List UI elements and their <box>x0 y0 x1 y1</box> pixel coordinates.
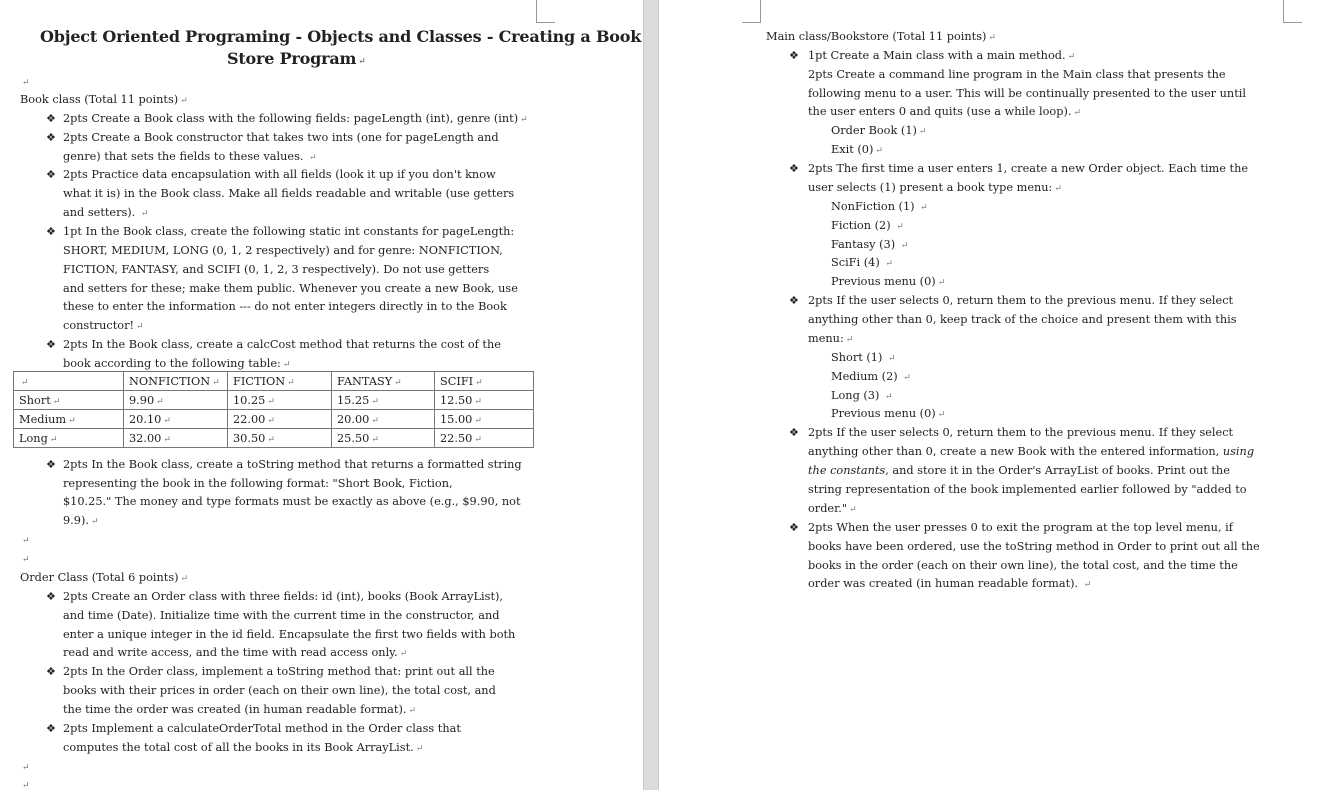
table-cell: 30.50 ↵ <box>228 429 332 448</box>
paragraph-mark-icon: ↵ <box>408 706 416 716</box>
page-gap <box>643 0 659 790</box>
table-header-row <box>14 372 534 391</box>
paragraph-mark-icon: ↵ <box>49 434 58 445</box>
table-header-cell: SCIFI ↵ <box>435 372 534 391</box>
paragraph-mark-icon: ↵ <box>920 203 928 213</box>
paragraph-mark-icon: ↵ <box>1067 52 1076 62</box>
book-bullet-1: 2pts Create a Book class with the following fields: pageLength (int), genre (int) ↵ <box>63 112 528 125</box>
paragraph-mark-icon: ↵ <box>21 377 29 388</box>
paragraph-mark-icon: ↵ <box>885 259 893 269</box>
paragraph-mark-icon: ↵ <box>156 396 164 407</box>
table-cell: 25.50 ↵ <box>332 429 435 448</box>
bullet-icon: ❖ <box>46 665 56 678</box>
paragraph-mark-icon: ↵ <box>358 57 366 67</box>
paragraph-mark-icon: ↵ <box>180 96 188 106</box>
table-row-label: Medium ↵ <box>14 410 124 429</box>
main-bullet-4-line2: anything other than 0, create a new Book with the entered information, using <box>808 445 1255 458</box>
order-bullet-1-line1: 2pts Create an Order class with three fields: id (int), books (Book ArrayList), <box>63 590 503 603</box>
table-cell: 20.10 ↵ <box>124 410 228 429</box>
menu-item-previous: Previous menu (0) ↵ <box>831 275 946 288</box>
book-class-heading: Book class (Total 11 points) ↵ <box>20 93 188 106</box>
paragraph-mark-icon: ↵ <box>399 649 408 659</box>
paragraph-mark-icon: ↵ <box>212 377 220 388</box>
cost-table <box>13 371 534 448</box>
main-bullet-1-line1: 1pt Create a Main class with a main method. ↵ <box>808 49 1076 62</box>
table-cell: 12.50 ↵ <box>435 391 534 410</box>
table-cell: 22.50 ↵ <box>435 429 534 448</box>
main-bullet-5-line1: 2pts When the user presses 0 to exit the program at the top level menu, if <box>808 521 1233 534</box>
paragraph-mark-icon: ↵ <box>903 373 911 383</box>
paragraph-mark-icon: ↵ <box>900 241 909 251</box>
table-header-cell: NONFICTION ↵ <box>124 372 228 391</box>
order-bullet-1-line4: read and write access, and the time with read access only. ↵ <box>63 646 408 659</box>
main-bullet-4-line3: the constants, and store it in the Order's ArrayList of books. Print out the <box>808 464 1230 477</box>
menu-item-short: Short (1) ↵ <box>831 351 896 364</box>
paragraph-mark-icon: ↵ <box>371 415 379 426</box>
paragraph-mark-icon: ↵ <box>475 377 483 388</box>
main-bullet-1-line4: the user enters 0 and quits (use a while loop). ↵ <box>808 105 1081 118</box>
main-bullet-3-line3: menu: ↵ <box>808 332 854 345</box>
table-header-cell: FICTION ↵ <box>228 372 332 391</box>
menu-item-medium: Medium (2) ↵ <box>831 370 911 383</box>
paragraph-mark-icon: ↵ <box>1083 580 1092 590</box>
paragraph-mark-icon: ↵ <box>136 322 144 332</box>
bullet-icon: ❖ <box>789 162 799 175</box>
menu-item-scifi: SciFi (4) ↵ <box>831 256 893 269</box>
order-bullet-3-line1: 2pts Implement a calculateOrderTotal method in the Order class that <box>63 722 461 735</box>
paragraph-mark-icon: ↵ <box>1073 108 1081 118</box>
book-bullet-5-line1: 2pts In the Book class, create a calcCost method that returns the cost of the <box>63 338 501 351</box>
book-bullet-6-line3: $10.25." The money and type formats must be exactly as above (e.g., $9.90, not <box>63 495 521 508</box>
main-bullet-1-line3: following menu to a user. This will be continually presented to the user until <box>808 87 1246 100</box>
table-cell: 20.00 ↵ <box>332 410 435 429</box>
table-corner-cell <box>14 372 124 391</box>
table-cell: 15.00 ↵ <box>435 410 534 429</box>
paragraph-mark-icon: ↵ <box>371 396 379 407</box>
order-bullet-1-line3: enter a unique integer in the id field. Encapsulate the first two fields with both <box>63 628 516 641</box>
book-bullet-4-line2: SHORT, MEDIUM, LONG (0, 1, 2 respectively) and for genre: NONFICTION, <box>63 244 503 257</box>
document-title: Object Oriented Programing - Objects and Classes - Creating a Book <box>40 27 642 46</box>
table-cell: 22.00 ↵ <box>228 410 332 429</box>
table-cell: 15.25 ↵ <box>332 391 435 410</box>
paragraph-mark-icon: ↵ <box>875 146 883 156</box>
book-bullet-2-line1: 2pts Create a Book constructor that takes two ints (one for pageLength and <box>63 131 499 144</box>
margin-crop-mark <box>536 0 555 23</box>
paragraph-mark-icon: ↵ <box>371 434 379 445</box>
table-row-label: Short ↵ <box>14 391 124 410</box>
paragraph-mark-icon: ↵ <box>474 415 482 426</box>
paragraph-mark-icon: ↵ <box>887 354 896 364</box>
main-bullet-4-line5: order." ↵ <box>808 502 857 515</box>
main-bullet-4-line1: 2pts If the user selects 0, return them to the previous menu. If they select <box>808 426 1234 439</box>
book-bullet-2-line2: genre) that sets the fields to these values. ↵ <box>63 150 317 163</box>
menu-item-long: Long (3) ↵ <box>831 389 893 402</box>
order-bullet-2-line2: books with their prices in order (each on their own line), the total cost, and <box>63 684 496 697</box>
bullet-icon: ❖ <box>789 49 799 62</box>
table-row-label: Long ↵ <box>14 429 124 448</box>
menu-item-previous: Previous menu (0) ↵ <box>831 407 946 420</box>
document-title-line2: Store Program ↵ <box>227 49 366 68</box>
table-cell: 10.25 ↵ <box>228 391 332 410</box>
main-bullet-2-line1: 2pts The first time a user enters 1, create a new Order object. Each time the <box>808 162 1249 175</box>
empty-paragraph <box>20 530 30 551</box>
paragraph-mark-icon: ↵ <box>849 505 857 515</box>
bullet-icon: ❖ <box>46 112 56 125</box>
paragraph-mark-icon: ↵ <box>180 574 189 584</box>
paragraph-mark-icon: ↵ <box>68 415 76 426</box>
paragraph-mark-icon: ↵ <box>22 78 30 88</box>
paragraph-mark-icon: ↵ <box>267 396 275 407</box>
paragraph-mark-icon: ↵ <box>988 33 996 43</box>
book-bullet-6-line2: representing the book in the following format: "Short Book, Fiction, <box>63 477 453 490</box>
order-bullet-2-line1: 2pts In the Order class, implement a toString method that: print out all the <box>63 665 495 678</box>
menu-item-exit: Exit (0) ↵ <box>831 143 883 156</box>
paragraph-mark-icon: ↵ <box>474 396 482 407</box>
main-bullet-3-line2: anything other than 0, keep track of the choice and present them with this <box>808 313 1237 326</box>
bullet-icon: ❖ <box>46 168 56 181</box>
document-page-2[interactable] <box>659 0 1332 790</box>
order-class-heading: Order Class (Total 6 points) ↵ <box>20 571 189 584</box>
margin-crop-mark <box>1283 0 1302 23</box>
bullet-icon: ❖ <box>46 225 56 238</box>
book-bullet-3-line2: what it is) in the Book class. Make all fields readable and writable (use getters <box>63 187 515 200</box>
paragraph-mark-icon: ↵ <box>282 360 291 370</box>
paragraph-mark-icon: ↵ <box>140 209 149 219</box>
book-bullet-3-line1: 2pts Practice data encapsulation with all fields (look it up if you don't know <box>63 168 496 181</box>
paragraph-mark-icon: ↵ <box>287 377 295 388</box>
paragraph-mark-icon: ↵ <box>22 536 30 546</box>
menu-item-fantasy: Fantasy (3) ↵ <box>831 238 909 251</box>
paragraph-mark-icon: ↵ <box>163 415 171 426</box>
paragraph-mark-icon: ↵ <box>937 278 946 288</box>
book-bullet-6-line4: 9.9). ↵ <box>63 514 99 527</box>
margin-crop-mark <box>742 0 761 23</box>
main-bullet-5-line4: order was created (in human readable format). ↵ <box>808 577 1092 590</box>
paragraph-mark-icon: ↵ <box>394 377 402 388</box>
bullet-icon: ❖ <box>46 338 56 351</box>
paragraph-mark-icon: ↵ <box>22 763 30 773</box>
paragraph-mark-icon: ↵ <box>90 517 99 527</box>
paragraph-mark-icon: ↵ <box>918 127 927 137</box>
book-bullet-4-line4: and setters for these; make them public. Whenever you create a new Book, use <box>63 282 518 295</box>
menu-item-fiction: Fiction (2) ↵ <box>831 219 904 232</box>
paragraph-mark-icon: ↵ <box>1054 184 1062 194</box>
main-bullet-4-line4: string representation of the book implemented earlier followed by "added to <box>808 483 1247 496</box>
bullet-icon: ❖ <box>789 521 799 534</box>
table-row <box>14 410 534 429</box>
book-bullet-4-line3: FICTION, FANTASY, and SCIFI (0, 1, 2, 3 respectively). Do not use getters <box>63 263 490 276</box>
book-bullet-4-line6: constructor! ↵ <box>63 319 144 332</box>
paragraph-mark-icon: ↵ <box>22 781 30 790</box>
paragraph-mark-icon: ↵ <box>937 410 946 420</box>
order-bullet-2-line3: the time the order was created (in human readable format). ↵ <box>63 703 416 716</box>
paragraph-mark-icon: ↵ <box>267 415 275 426</box>
paragraph-mark-icon: ↵ <box>896 222 904 232</box>
order-bullet-3-line2: computes the total cost of all the books in its Book ArrayList. ↵ <box>63 741 424 754</box>
book-bullet-5-line2: book according to the following table: ↵ <box>63 357 291 370</box>
paragraph-mark-icon: ↵ <box>267 434 275 445</box>
book-bullet-4-line1: 1pt In the Book class, create the following static int constants for pageLength: <box>63 225 515 238</box>
paragraph-mark-icon: ↵ <box>52 396 61 407</box>
menu-item-nonfiction: NonFiction (1) ↵ <box>831 200 928 213</box>
paragraph-mark-icon: ↵ <box>520 115 528 125</box>
table-cell: 9.90 ↵ <box>124 391 228 410</box>
main-class-heading: Main class/Bookstore (Total 11 points) ↵ <box>766 30 996 43</box>
main-bullet-5-line2: books have been ordered, use the toString method in Order to print out all the <box>808 540 1260 553</box>
table-row <box>14 429 534 448</box>
main-bullet-3-line1: 2pts If the user selects 0, return them to the previous menu. If they select <box>808 294 1234 307</box>
main-bullet-1-line2: 2pts Create a command line program in the Main class that presents the <box>808 68 1226 81</box>
book-bullet-6-line1: 2pts In the Book class, create a toString method that returns a formatted string <box>63 458 522 471</box>
paragraph-mark-icon: ↵ <box>22 555 30 565</box>
paragraph-mark-icon: ↵ <box>885 392 893 402</box>
bullet-icon: ❖ <box>789 294 799 307</box>
main-bullet-5-line3: books in the order (each on their own line), the total cost, and the time the <box>808 559 1238 572</box>
bullet-icon: ❖ <box>789 426 799 439</box>
bullet-icon: ❖ <box>46 722 56 735</box>
paragraph-mark-icon: ↵ <box>474 434 482 445</box>
paragraph-mark-icon: ↵ <box>845 335 854 345</box>
table-cell: 32.00 ↵ <box>124 429 228 448</box>
paragraph-mark-icon: ↵ <box>309 153 317 163</box>
table-row <box>14 391 534 410</box>
order-bullet-1-line2: and time (Date). Initialize time with the current time in the constructor, and <box>63 609 500 622</box>
empty-paragraph <box>20 775 30 790</box>
main-bullet-2-line2: user selects (1) present a book type menu: ↵ <box>808 181 1062 194</box>
menu-item-order-book: Order Book (1) ↵ <box>831 124 927 137</box>
book-bullet-3-line3: and setters). ↵ <box>63 206 149 219</box>
paragraph-mark-icon: ↵ <box>415 744 424 754</box>
bullet-icon: ❖ <box>46 458 56 471</box>
empty-paragraph <box>20 549 30 570</box>
paragraph-mark-icon: ↵ <box>163 434 171 445</box>
bullet-icon: ❖ <box>46 590 56 603</box>
document-page-1[interactable] <box>0 0 643 790</box>
table-header-cell: FANTASY ↵ <box>332 372 435 391</box>
bullet-icon: ❖ <box>46 131 56 144</box>
book-bullet-4-line5: these to enter the information --- do not enter integers directly in to the Book <box>63 300 507 313</box>
